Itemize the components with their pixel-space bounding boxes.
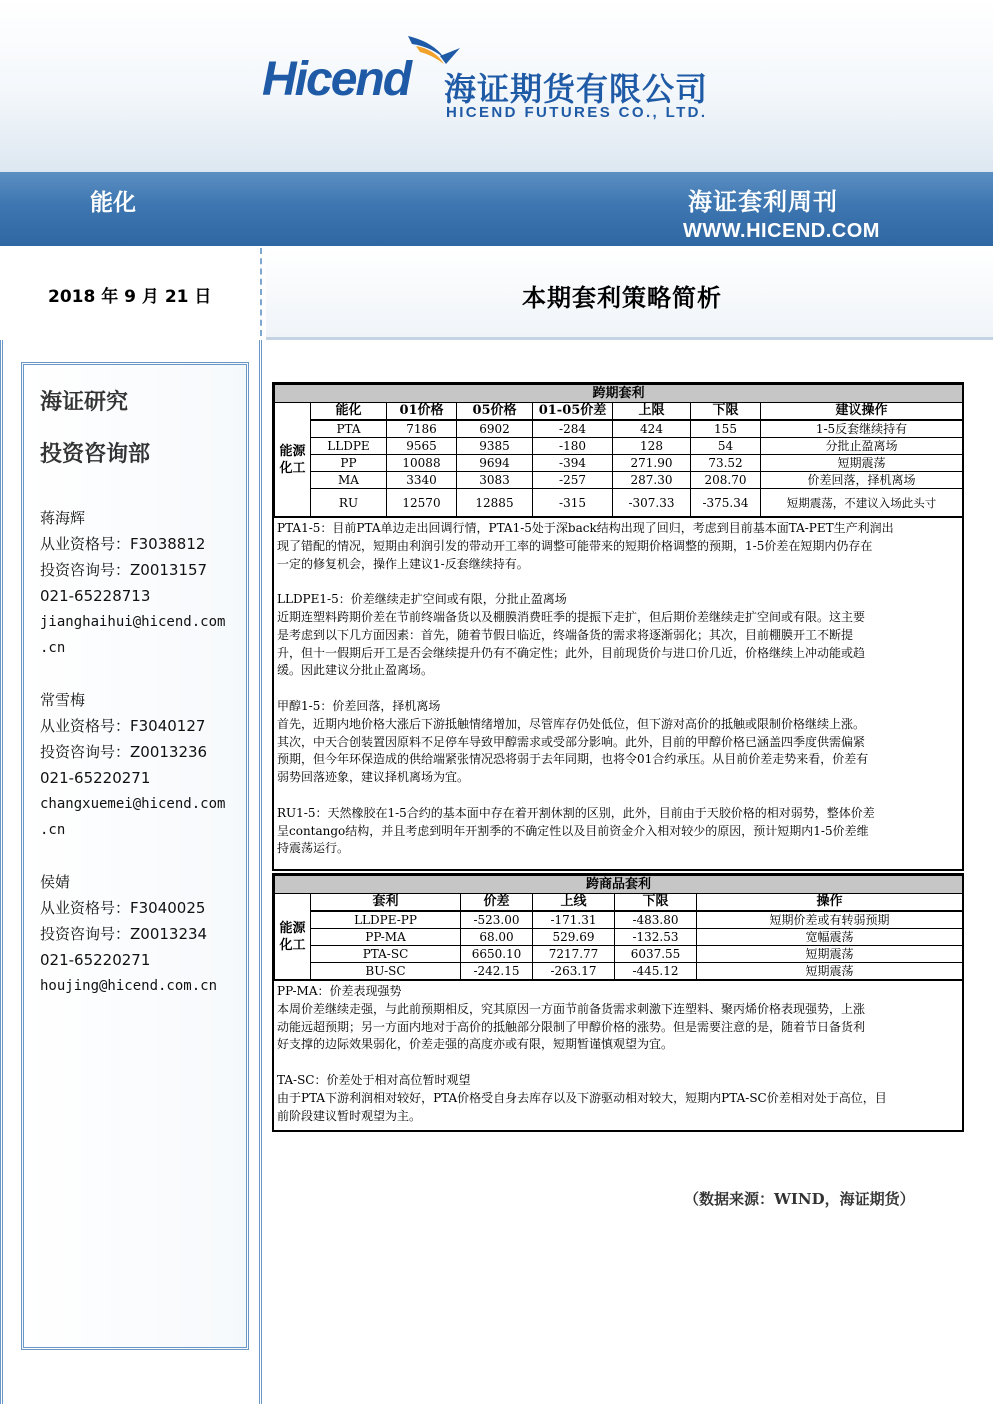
website-link[interactable]: WWW.HICEND.COM	[683, 220, 880, 242]
note-line: 是考虑到以下几方面因素：首先，随着节假日临近，终端备货的需求将逐渐弱化；其次，目前棚膜开工不断提	[277, 627, 854, 642]
note-line: PTA1-5：目前PTA单边走出回调行情，PTA1-5处于深back结构出现了回归，考虑到目前基本面TA-PET生产利润出	[277, 521, 894, 535]
analyst-email-suffix[interactable]: .cn	[40, 822, 66, 838]
intercommodity-notes	[274, 980, 962, 1130]
department-line-1: 海证研究	[40, 390, 129, 415]
table-cell: 分批止盈离场	[761, 438, 963, 455]
note-line: 升，但十一假期后开工是否会继续提升仍有不确定性；此外，目前现货价与进口价几近，价格继续上冲动能或趋	[277, 645, 866, 660]
note-line: 本周价差继续走强，与此前预期相反，究其原因一方面节前备货需求刺激下连塑料、聚丙烯价格表现强势，上涨	[277, 1001, 866, 1016]
table-cell: -132.53	[615, 929, 697, 946]
column-header: 下限	[691, 403, 761, 421]
column-header: 价差	[461, 894, 533, 912]
table-cell: -284	[533, 420, 613, 438]
note-line: 首先，近期内地价格大涨后下游抵触情绪增加，尽管库存仍处低位，但下游对高价的抵触或限制价格继续上涨。	[277, 716, 866, 731]
table-cell: 73.52	[691, 455, 761, 472]
table-cell: 3083	[457, 472, 533, 489]
header-band	[0, 0, 993, 172]
group-label: 能源化工	[275, 894, 311, 980]
table-cell: 271.90	[613, 455, 691, 472]
table-row	[275, 946, 963, 963]
table-cell: LLDPE-PP	[311, 911, 461, 929]
note-line: PP-MA：价差表现强势	[277, 984, 402, 998]
table-cell: 68.00	[461, 929, 533, 946]
intertemporal-table	[272, 382, 964, 871]
table-cell: 短期价差或有转弱预期	[697, 911, 963, 929]
logo-chinese-name: 海证期货有限公司	[444, 70, 709, 108]
note-line: 持震荡运行。	[277, 841, 350, 856]
table-cell: 6902	[457, 420, 533, 438]
table-cell: -180	[533, 438, 613, 455]
note-line: 好支撑的边际效果弱化，价差走强的高度亦或有限，短期暂谨慎观望为宜。	[277, 1037, 674, 1052]
table-cell: 529.69	[533, 929, 615, 946]
table-row	[275, 420, 963, 438]
table-row	[275, 438, 963, 455]
table-cell: 128	[613, 438, 691, 455]
table-cell: 287.30	[613, 472, 691, 489]
table-cell: PTA	[311, 420, 387, 438]
page-title: 本期套利策略简析	[522, 284, 722, 312]
table-cell: 短期震荡，不建议入场此头寸	[761, 489, 963, 517]
table-cell: 短期震荡	[697, 946, 963, 963]
table-cell: -445.12	[615, 963, 697, 980]
column-header: 建议操作	[761, 403, 963, 421]
table-cell: RU	[311, 489, 387, 517]
table-cell: -375.34	[691, 489, 761, 517]
analyst-consult-number: 投资咨询号：Z0013236	[40, 743, 208, 761]
note-line: 缓。因此建议分批止盈离场。	[277, 663, 434, 678]
table-cell: PTA-SC	[311, 946, 461, 963]
section-header: 跨商品套利	[275, 876, 963, 894]
analyst-name: 常雪梅	[40, 691, 86, 709]
table-cell: 12885	[457, 489, 533, 517]
analyst-qualification: 从业资格号：F3040127	[40, 717, 206, 735]
note-line: 由于PTA下游利润相对较好，PTA价格受自身去库存以及下游驱动相对较大，短期内PTA-SC价差相对处于高位，目	[277, 1090, 887, 1105]
table-row	[275, 472, 963, 489]
date-panel	[0, 248, 262, 336]
analyst-consult-number: 投资咨询号：Z0013157	[40, 561, 208, 579]
company-logo	[262, 30, 732, 130]
analyst-email[interactable]: houjing@hicend.com.cn	[40, 978, 218, 994]
table-cell: 10088	[387, 455, 457, 472]
table-cell: 155	[691, 420, 761, 438]
analyst-name: 侯婧	[40, 873, 71, 891]
table-cell: 208.70	[691, 472, 761, 489]
publication-name: 海证套利周刊	[688, 188, 838, 216]
note-line: 近期连塑料跨期价差在节前终端备货以及棚膜消费旺季的提振下走扩，但后期价差继续走扩空间或有限。这主要	[277, 609, 866, 624]
table-cell: -171.31	[533, 911, 615, 929]
table-cell: 价差回落，择机离场	[761, 472, 963, 489]
table-cell: 宽幅震荡	[697, 929, 963, 946]
category-label: 能化	[90, 190, 136, 216]
table-cell: LLDPE	[311, 438, 387, 455]
analyst-phone: 021-65220271	[40, 951, 151, 969]
table-cell: -263.17	[533, 963, 615, 980]
analyst-qualification: 从业资格号：F3040025	[40, 899, 206, 917]
note-line: RU1-5：天然橡胶在1-5合约的基本面中存在着开割休割的区别，此外，目前由于天胶价格的相对弱势，整体价差	[277, 805, 875, 820]
analyst-email-suffix[interactable]: .cn	[40, 640, 66, 656]
note-line: 前阶段建议暂时观望为主。	[277, 1108, 422, 1123]
table-row	[275, 489, 963, 517]
analyst-card	[40, 869, 217, 999]
note-line: 动能远超预期；另一方面内地对于高价的抵触部分限制了甲醇价格的涨势。但是需要注意的是，随着节日备货利	[277, 1019, 866, 1034]
table-cell: -307.33	[613, 489, 691, 517]
title-panel	[266, 248, 993, 340]
column-header: 上线	[533, 894, 615, 912]
note-line: LLDPE1-5：价差继续走扩空间或有限，分批止盈离场	[277, 592, 567, 607]
analyst-phone: 021-65220271	[40, 769, 151, 787]
report-date: 2018 年 9 月 21 日	[48, 287, 212, 307]
table-cell: 12570	[387, 489, 457, 517]
table-cell: PP	[311, 455, 387, 472]
table-cell: 9565	[387, 438, 457, 455]
analyst-phone: 021-65228713	[40, 587, 151, 605]
note-line: 其次，中天合创装置因原料不足停车导致甲醇需求或受部分影响。此外，目前的甲醇价格已涵盖四季度供需偏紧	[277, 734, 866, 749]
analyst-card	[40, 687, 225, 843]
table-cell: 7217.77	[533, 946, 615, 963]
table-cell: 1-5反套继续持有	[761, 420, 963, 438]
column-header: 05价格	[457, 403, 533, 421]
table-cell: MA	[311, 472, 387, 489]
logo-english-name: HICEND FUTURES CO., LTD.	[446, 104, 708, 121]
table-row	[275, 911, 963, 929]
sidebar	[0, 340, 262, 1404]
analyst-name: 蒋海辉	[40, 509, 86, 527]
table-cell: 短期震荡	[761, 455, 963, 472]
note-line: 一定的修复机会，操作上建议1-反套继续持有。	[277, 556, 529, 571]
table-row	[275, 455, 963, 472]
intercommodity-table	[272, 873, 964, 1132]
analyst-email[interactable]: changxuemei@hicend.com	[40, 796, 226, 812]
column-header: 01价格	[387, 403, 457, 421]
table-cell: -394	[533, 455, 613, 472]
table-cell: 9385	[457, 438, 533, 455]
section-header: 跨期套利	[275, 385, 963, 403]
department-line-2: 投资咨询部	[40, 442, 151, 467]
logo-wordmark: Hicend	[262, 53, 411, 106]
analyst-consult-number: 投资咨询号：Z0013234	[40, 925, 208, 943]
table-cell: PP-MA	[311, 929, 461, 946]
table-cell: -483.80	[615, 911, 697, 929]
analyst-qualification: 从业资格号：F3038812	[40, 535, 206, 553]
table-row	[275, 963, 963, 980]
column-header: 套利	[311, 894, 461, 912]
analyst-email[interactable]: jianghaihui@hicend.com	[40, 614, 226, 630]
column-header: 01-05价差	[533, 403, 613, 421]
group-label: 能源化工	[275, 403, 311, 517]
table-cell: 7186	[387, 420, 457, 438]
intertemporal-notes	[274, 517, 962, 869]
table-cell: -257	[533, 472, 613, 489]
table-cell: -315	[533, 489, 613, 517]
column-header: 操作	[697, 894, 963, 912]
table-cell: 424	[613, 420, 691, 438]
note-line: 呈contango结构，并且考虑到明年开割季的不确定性以及目前资金介入相对较少的原因，预计短期内1-5价差维	[277, 823, 869, 838]
table-cell: -523.00	[461, 911, 533, 929]
note-line: 现了错配的情况，短期由利润引发的带动开工率的调整可能带来的短期价格调整的预期，1-5价差在短期内仍存在	[277, 538, 873, 553]
analyst-panel	[21, 362, 249, 1350]
column-header: 能化	[311, 403, 387, 421]
table-cell: 54	[691, 438, 761, 455]
title-band	[0, 172, 993, 246]
table-cell: 9694	[457, 455, 533, 472]
note-line: 甲醇1-5：价差回落，择机离场	[277, 698, 441, 713]
note-line: TA-SC：价差处于相对高位暂时观望	[277, 1072, 471, 1087]
table-cell: 6037.55	[615, 946, 697, 963]
table-cell: 3340	[387, 472, 457, 489]
table-cell: -242.15	[461, 963, 533, 980]
table-row	[275, 929, 963, 946]
note-line: 预期，但今年环保造成的供给端紧张情况恐将弱于去年同期，也将令01合约承压。从目前价差走势来看，价差有	[277, 752, 869, 767]
column-header: 上限	[613, 403, 691, 421]
table-cell: 6650.10	[461, 946, 533, 963]
note-line: 弱势回落迹象，建议择机离场为宜。	[277, 770, 470, 785]
table-cell: BU-SC	[311, 963, 461, 980]
analyst-card	[40, 505, 225, 661]
column-header: 下限	[615, 894, 697, 912]
table-cell: 短期震荡	[697, 963, 963, 980]
data-source-note: （数据来源：WIND，海证期货）	[684, 1190, 915, 1208]
